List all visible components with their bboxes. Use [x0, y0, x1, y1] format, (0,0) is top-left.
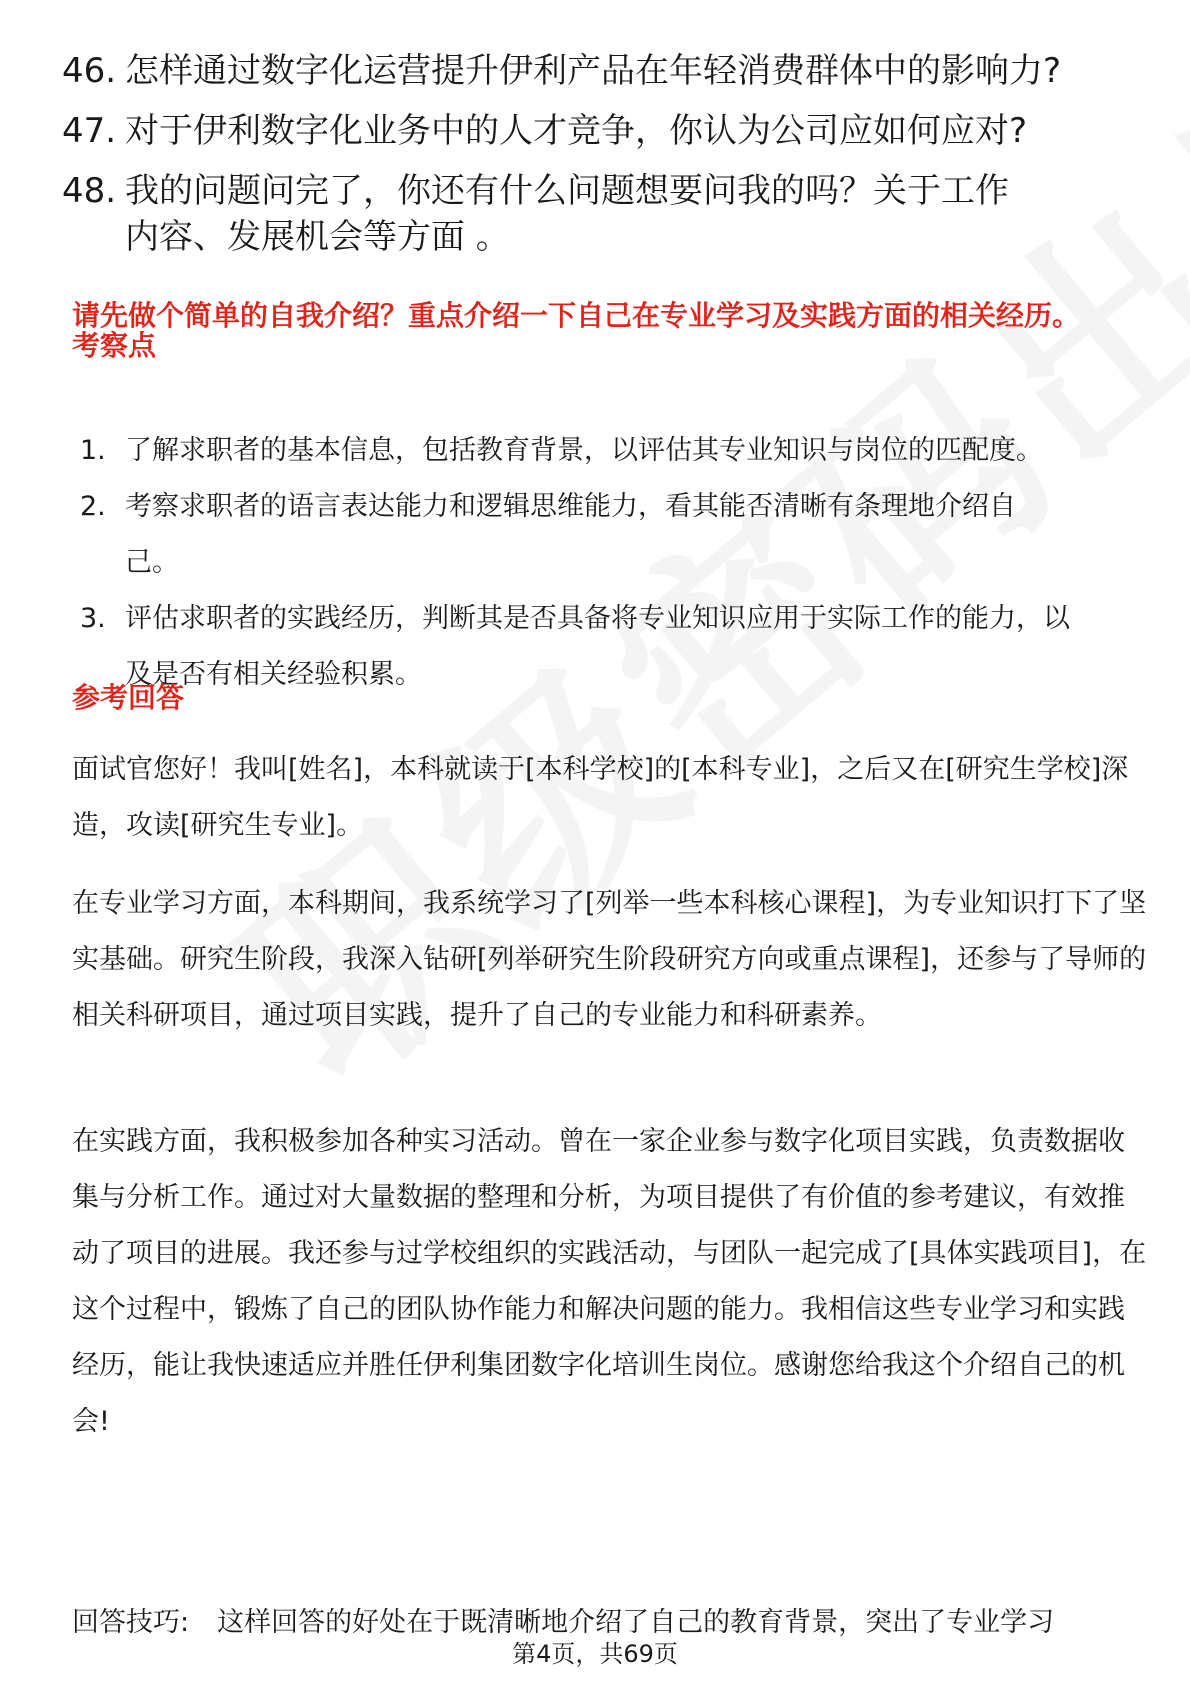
exam-point-text: 考察求职者的语言表达能力和逻辑思维能力，看其能否清晰有条理地介绍自己。 [125, 491, 1016, 578]
exam-point-item [80, 591, 1150, 703]
question-number: 48. [62, 171, 117, 211]
question-item [62, 108, 1142, 154]
exam-point-text: 评估求职者的实践经历，判断其是否具备将专业知识应用于实际工作的能力，以及是否有相关经验积累。 [125, 603, 1070, 690]
exam-point-number: 1. [80, 435, 106, 466]
exam-point-number: 3. [80, 603, 106, 634]
question-item [62, 168, 1142, 260]
exam-points-label: 考察点 [72, 329, 157, 362]
question-text: 怎样通过数字化运营提升伊利产品在年轻消费群体中的影响力? [125, 51, 1062, 91]
question-item [62, 48, 1142, 94]
answer-paragraph: 在实践方面，我积极参加各种实习活动。曾在一家企业参与数字化项目实践，负责数据收集与分析工作。通过对大量数据的整理和分析，为项目提供了有价值的参考建议，有效推动了项目的进展。我还参与过学校组织的实践活动，与团队一起完成了[具体实践项目]，在这个过程中，锻炼了自己的团队协作能力和解决问题的能力。我相信这些专业学习和实践经历，能让我快速适应并胜任伊利集团数字化培训生岗位。感谢您给我这个介绍自己的机会! [72, 1126, 1147, 1437]
exam-point-item [80, 423, 1150, 479]
reference-answer-label: 参考回答 [72, 681, 185, 714]
exam-point-number: 2. [80, 491, 106, 522]
question-text: 对于伊利数字化业务中的人才竞争，你认为公司应如何应对? [125, 111, 1028, 151]
page-number-footer: 第4页，共69页 [512, 1640, 678, 1668]
exam-point-text: 了解求职者的基本信息，包括教育背景，以评估其专业知识与岗位的匹配度。 [125, 435, 1043, 466]
answer-tip-label: 回答技巧: [72, 1607, 190, 1638]
question-text: 我的问题问完了，你还有什么问题想要问我的吗？关于工作内容、发展机会等方面 。 [125, 171, 1009, 257]
answer-tip-text: 这样回答的好处在于既清晰地介绍了自己的教育背景，突出了专业学习 [217, 1607, 1055, 1638]
exam-points-list [80, 423, 1150, 703]
question-list [62, 48, 1142, 274]
question-number: 47. [62, 111, 117, 151]
answer-paragraph: 在专业学习方面，本科期间，我系统学习了[列举一些本科核心课程]，为专业知识打下了坚实基础。研究生阶段，我深入钻研[列举研究生阶段研究方向或重点课程]，还参与了导师的相关科研项目，通过项目实践，提升了自己的专业能力和科研素养。 [72, 888, 1147, 1031]
exam-point-item [80, 479, 1150, 591]
question-number: 46. [62, 51, 117, 91]
section-question-title: 请先做个简单的自我介绍？重点介绍一下自己在专业学习及实践方面的相关经历。 [72, 299, 1081, 332]
answer-paragraph: 面试官您好！我叫[姓名]，本科就读于[本科学校]的[本科专业]，之后又在[研究生学校]深造，攻读[研究生专业]。 [72, 754, 1129, 841]
